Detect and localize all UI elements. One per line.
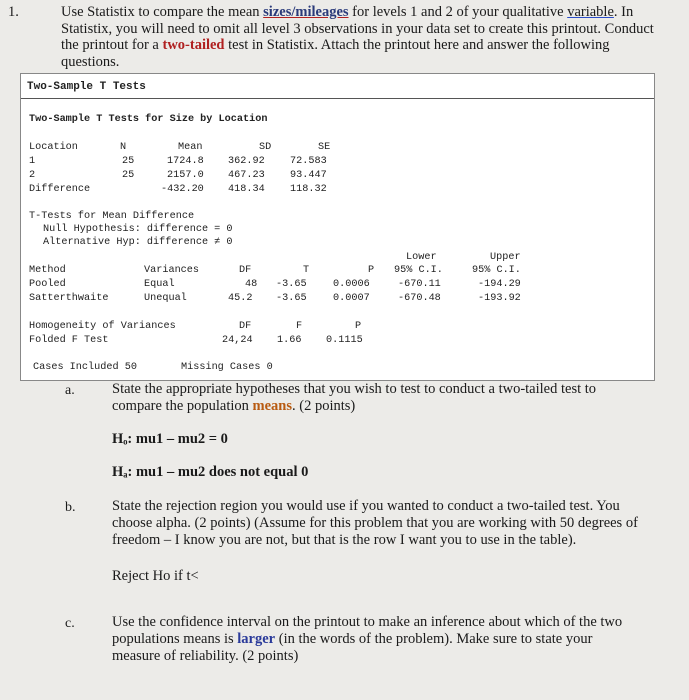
part-b-label: b. bbox=[65, 500, 76, 515]
stats-row-1-location: 1 bbox=[29, 156, 36, 167]
homog-f-value: 1.66 bbox=[277, 335, 302, 346]
part-a-label: a. bbox=[65, 383, 75, 398]
printout-divider bbox=[21, 98, 654, 99]
stats-row-2-n: 25 bbox=[122, 170, 135, 181]
homog-p-header: P bbox=[355, 321, 362, 332]
satterthwaite-variances: Unequal bbox=[144, 293, 187, 304]
variable-link: variable bbox=[567, 4, 614, 20]
larger-emphasis: larger bbox=[237, 630, 276, 647]
upper-ci-header-1: Upper bbox=[490, 252, 521, 263]
t-header: T bbox=[303, 265, 310, 276]
stats-row-difference-label: Difference bbox=[29, 184, 91, 195]
homog-df-value: 24,24 bbox=[222, 335, 253, 346]
satterthwaite-df: 45.2 bbox=[228, 293, 253, 304]
stats-header-se: SE bbox=[318, 142, 331, 153]
reject-ho-text: Reject Ho if t< bbox=[112, 568, 199, 584]
pooled-method: Pooled bbox=[29, 279, 66, 290]
homog-f-header: F bbox=[296, 321, 303, 332]
stats-header-location: Location bbox=[29, 142, 78, 153]
question-text bbox=[61, 4, 661, 70]
stats-row-2-mean: 2157.0 bbox=[167, 170, 204, 181]
pooled-p: 0.0006 bbox=[333, 279, 370, 290]
part-c-text-1: Use the confidence interval on the printout to make an inference about which of the two populations means is bbox=[112, 614, 623, 647]
stats-row-difference-mean: -432.20 bbox=[161, 184, 204, 195]
satterthwaite-method: Satterthwaite bbox=[29, 293, 109, 304]
question-text-part-4: test in Statistix. Attach the printout here and answer the following questions. bbox=[61, 37, 610, 70]
satterthwaite-p: 0.0007 bbox=[333, 293, 370, 304]
statistix-printout bbox=[20, 73, 655, 381]
stats-row-1-mean: 1724.8 bbox=[167, 156, 204, 167]
method-header: Method bbox=[29, 265, 66, 276]
stats-row-2-sd: 467.23 bbox=[228, 170, 265, 181]
pooled-upper-ci: -194.29 bbox=[478, 279, 521, 290]
part-c-text-2: (in the words of the problem). Make sure to state your measure of reliability. (2 points) bbox=[112, 630, 593, 664]
pooled-t: -3.65 bbox=[276, 279, 307, 290]
satterthwaite-upper-ci: -193.92 bbox=[478, 293, 521, 304]
stats-header-mean: Mean bbox=[178, 142, 203, 153]
null-hypothesis: Null Hypothesis: difference = 0 bbox=[43, 224, 233, 235]
folded-f-test-label: Folded F Test bbox=[29, 335, 109, 346]
cases-included: Cases Included 50 bbox=[33, 362, 137, 373]
sizes-mileages-link: sizes/mileages bbox=[263, 4, 349, 20]
alternative-hypothesis-answer: Hₐ: mu1 – mu2 does not equal 0 bbox=[112, 464, 309, 480]
stats-row-difference-se: 118.32 bbox=[290, 184, 327, 195]
p-header: P bbox=[368, 265, 375, 276]
alternative-hypothesis: Alternative Hyp: difference ≠ 0 bbox=[43, 237, 233, 248]
question-text-part-1: Use Statistix to compare the mean bbox=[61, 4, 264, 20]
lower-ci-header-2: 95% C.I. bbox=[394, 265, 443, 276]
pooled-variances: Equal bbox=[144, 279, 175, 290]
homog-p-value: 0.1115 bbox=[326, 335, 363, 346]
ttest-title: T-Tests for Mean Difference bbox=[29, 211, 195, 222]
means-emphasis: means bbox=[252, 397, 293, 414]
pooled-df: 48 bbox=[245, 279, 258, 290]
question-number: 1. bbox=[8, 4, 19, 20]
pooled-lower-ci: -670.11 bbox=[398, 279, 441, 290]
satterthwaite-lower-ci: -670.48 bbox=[398, 293, 441, 304]
question-text-part-3: . In Statistix, you will need to omit all level 3 observations in your data set to create this printout. Conduct the printout for a bbox=[61, 4, 654, 54]
stats-row-1-sd: 362.92 bbox=[228, 156, 265, 167]
missing-cases: Missing Cases 0 bbox=[181, 362, 273, 373]
part-c-label: c. bbox=[65, 616, 75, 631]
stats-row-2-location: 2 bbox=[29, 170, 36, 181]
upper-ci-header-2: 95% C.I. bbox=[472, 265, 521, 276]
homog-df-header: DF bbox=[239, 321, 252, 332]
stats-header-n: N bbox=[120, 142, 127, 153]
df-header: DF bbox=[239, 265, 252, 276]
homogeneity-title: Homogeneity of Variances bbox=[29, 321, 176, 332]
part-a-text-1: State the appropriate hypotheses that you wish to test to conduct a two-tailed test to compare the population bbox=[112, 381, 597, 414]
stats-header-sd: SD bbox=[259, 142, 272, 153]
null-hypothesis-answer: Hₒ: mu1 – mu2 = 0 bbox=[112, 431, 228, 447]
part-b-text: State the rejection region you would use if you wanted to conduct a two-tailed test. You choose alpha. (2 points) (Assume for this problem that you are working with 50 degrees of freedom – I know you are not, but that is the row I want you to use in the table). bbox=[112, 498, 638, 548]
stats-row-difference-sd: 418.34 bbox=[228, 184, 265, 195]
two-tailed-emphasis: two-tailed bbox=[162, 37, 225, 54]
variances-header: Variances bbox=[144, 265, 200, 276]
part-a-text-2: . (2 points) bbox=[292, 397, 356, 414]
printout-subtitle: Two-Sample T Tests for Size by Location bbox=[29, 114, 268, 125]
part-c-text bbox=[112, 614, 642, 664]
stats-row-2-se: 93.447 bbox=[290, 170, 327, 181]
lower-ci-header-1: Lower bbox=[406, 252, 437, 263]
printout-header: Two-Sample T Tests bbox=[27, 81, 146, 93]
stats-row-1-n: 25 bbox=[122, 156, 135, 167]
stats-row-1-se: 72.583 bbox=[290, 156, 327, 167]
satterthwaite-t: -3.65 bbox=[276, 293, 307, 304]
part-a-text bbox=[112, 381, 642, 415]
question-text-part-2: for levels 1 and 2 of your qualitative bbox=[348, 4, 568, 20]
